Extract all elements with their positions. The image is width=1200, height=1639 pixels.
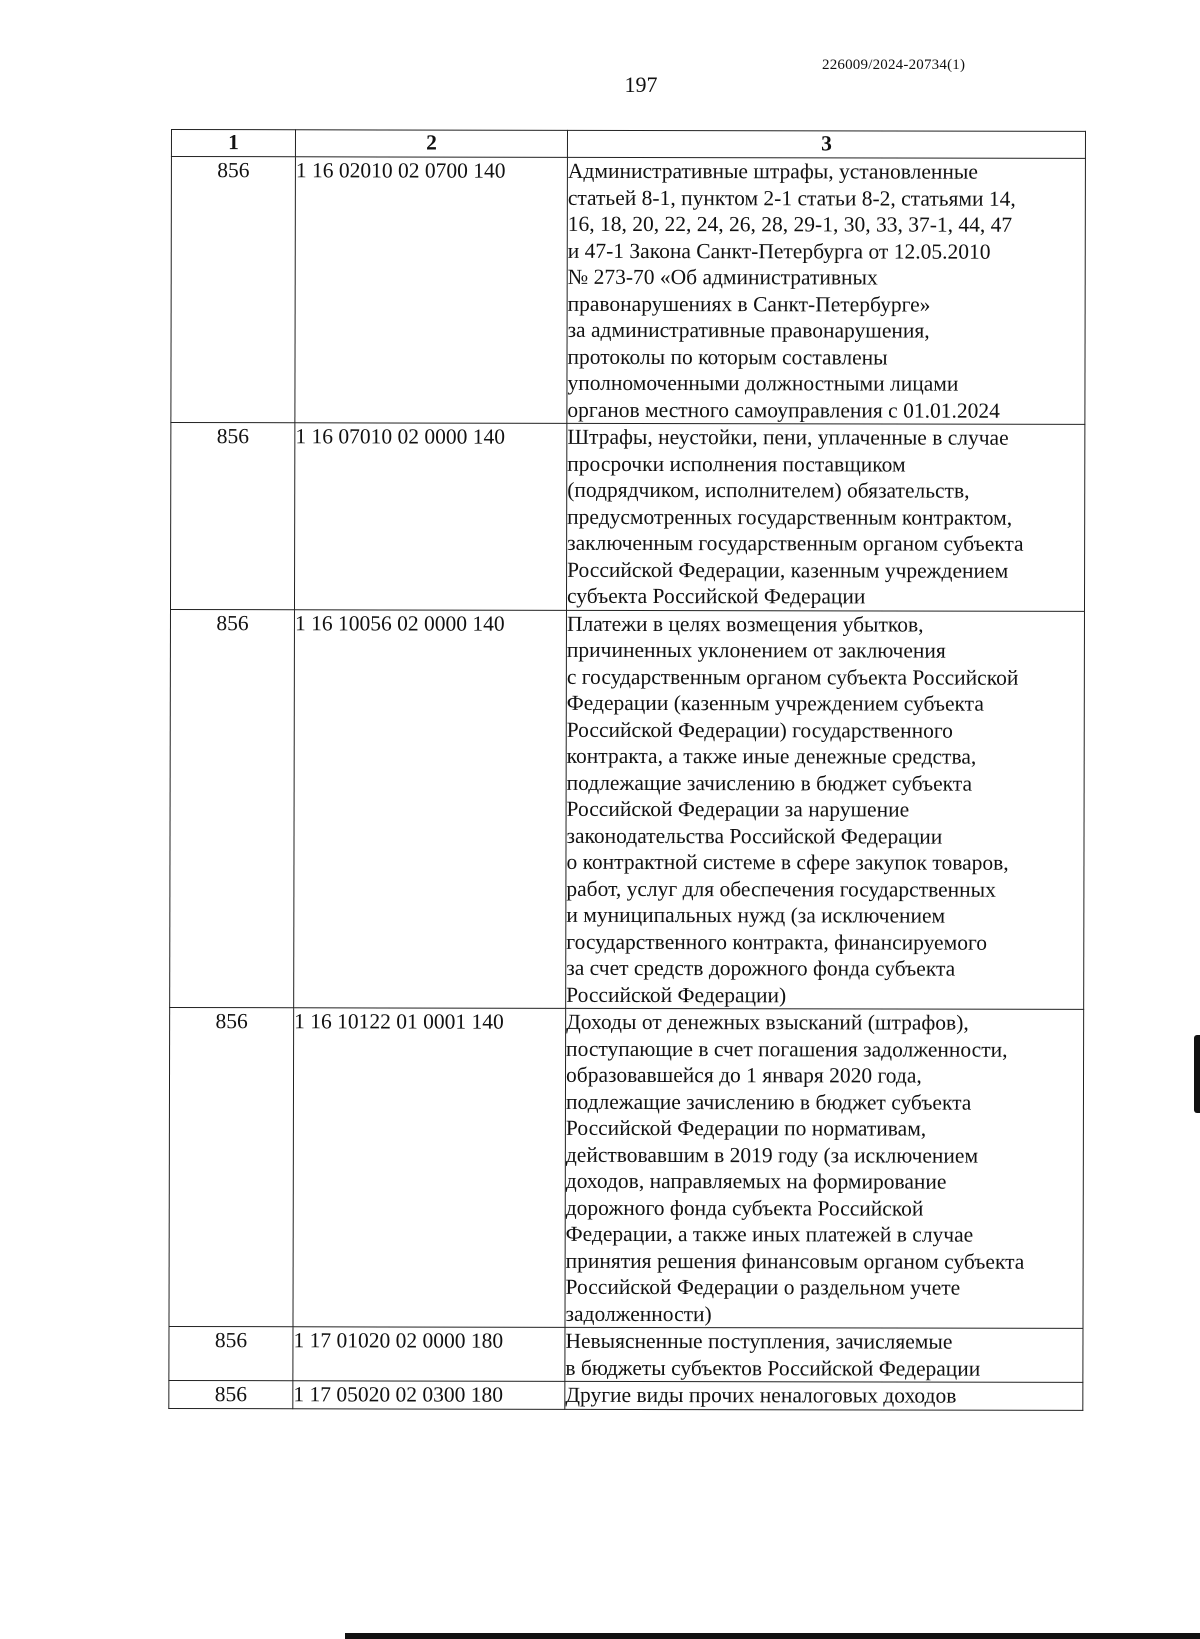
scan-edge-mark: [1194, 1035, 1200, 1113]
admin-code-cell: 856: [171, 157, 296, 423]
description-cell: Платежи в целях возмещения убытков, причиненных уклонением от заключения с государственным органом субъекта Российской Федерации (казенным учреждением субъекта Российской Федерации) государственного контракта, а также иные денежные средства, подлежащие зачислению в бюджет субъекта Российской Федерации за нарушение законодательства Российской Федерации о контрактной системе в сфере закупок товаров, работ, услуг для обеспечения государственных и муниципальных нужд (за исключением государственного контракта, финансируемого за счет средств дорожного фонда субъекта Российской Федерации): [566, 610, 1085, 1010]
admin-code-cell: 856: [170, 423, 294, 610]
column-header-3: 3: [567, 130, 1085, 158]
kbk-code-cell: 1 16 10056 02 0000 140: [294, 609, 567, 1008]
document-number: 226009/2024-20734(1): [822, 57, 966, 73]
kbk-code-cell: 1 16 07010 02 0000 140: [294, 423, 566, 610]
table-row: [169, 1326, 1083, 1382]
description-cell: Невыясненные поступления, зачисляемые в бюджеты субъектов Российской Федерации: [565, 1327, 1083, 1382]
kbk-code-cell: 1 17 01020 02 0000 180: [293, 1327, 565, 1382]
admin-code-cell: 856: [169, 1326, 293, 1380]
table-row: [171, 157, 1086, 425]
table-row: [170, 609, 1085, 1009]
description-cell: Штрафы, неустойки, пени, уплаченные в случае просрочки исполнения поставщиком (подрядчиком, исполнителем) обязательств, предусмотренных государственным контрактом, заключенным государственным органом субъекта Российской Федерации, казенным учреждением субъекта Российской Федерации: [566, 423, 1084, 611]
description-cell: Другие виды прочих неналоговых доходов: [565, 1381, 1083, 1410]
description-cell: Административные штрафы, установленные статьей 8-1, пунктом 2-1 статьи 8-2, статьями 14, 16, 18, 20, 22, 24, 26, 28, 29-1, 30, 33, 37-1, 44, 47 и 47-1 Закона Санкт-Петербурга от 12.05.2010 № 273-70 «Об административных правонарушениях в Санкт-Петербурге» за административные правонарушения, протоколы по которым составлены уполномоченными должностными лицами органов местного самоуправления с 01.01.2024: [567, 157, 1086, 424]
column-header-2: 2: [295, 130, 567, 158]
table-row: [169, 1007, 1084, 1328]
kbk-code-cell: 1 17 05020 02 0300 180: [293, 1381, 565, 1409]
table-row: [169, 1380, 1083, 1409]
page-number: 197: [624, 72, 658, 97]
kbk-code-cell: 1 16 02010 02 0700 140: [295, 157, 568, 424]
admin-code-cell: 856: [169, 1380, 293, 1408]
scan-bottom-edge: [345, 1633, 1200, 1639]
kbk-code-cell: 1 16 10122 01 0001 140: [293, 1008, 566, 1328]
revenue-codes-table: [168, 129, 1086, 1410]
admin-code-cell: 856: [169, 1007, 294, 1326]
table-row: [170, 423, 1084, 611]
table-header-row: [171, 130, 1085, 159]
admin-code-cell: 856: [170, 609, 295, 1008]
column-header-1: 1: [171, 130, 295, 157]
description-cell: Доходы от денежных взысканий (штрафов), поступающие в счет погашения задолженности, образовавшейся до 1 января 2020 года, подлежащие зачислению в бюджет субъекта Российской Федерации по нормативам, действовавшим в 2019 году (за исключением доходов, направляемых на формирование дорожного фонда субъекта Российской Федерации, а также иных платежей в случае принятия решения финансовым органом субъекта Российской Федерации о раздельном учете задолженности): [565, 1008, 1084, 1328]
